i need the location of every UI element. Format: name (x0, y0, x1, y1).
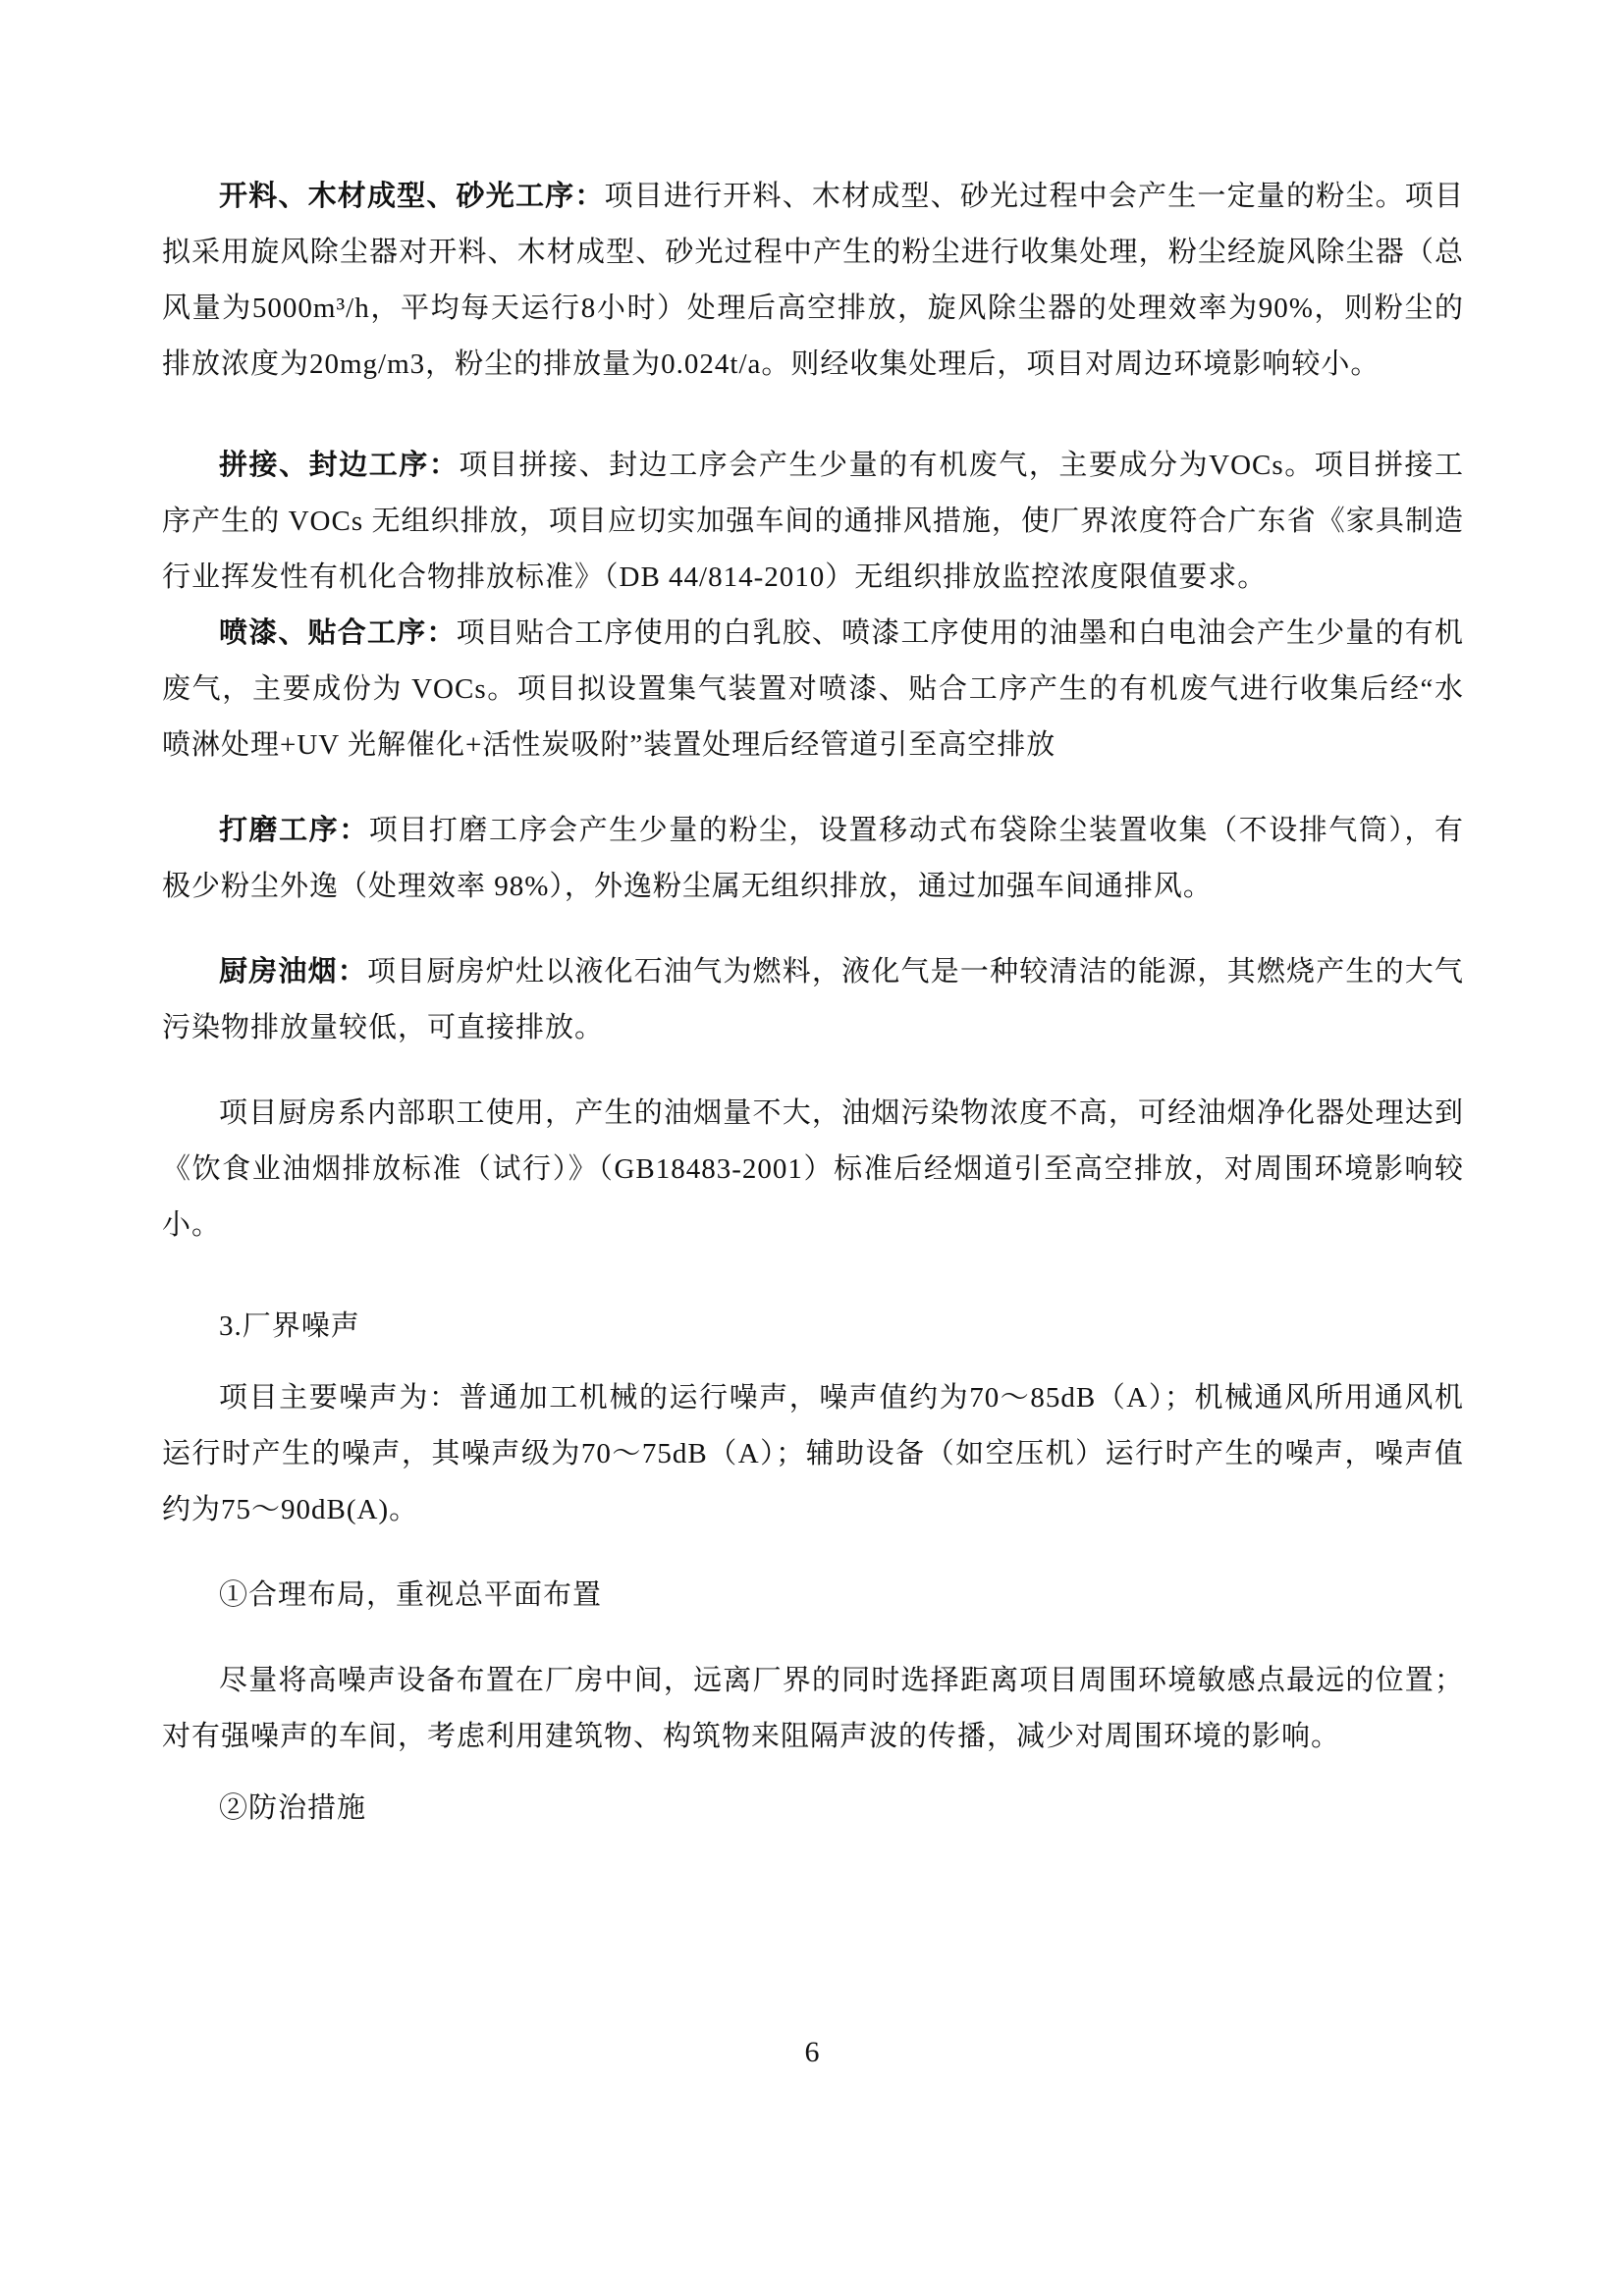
paragraph-painting-laminating (162, 606, 1464, 774)
page-number: 6 (804, 2036, 820, 2068)
heading-layout-measure (162, 1568, 1464, 1624)
heading-text: ②防治措施 (219, 1792, 367, 1824)
heading-text: ①合理布局，重视总平面布置 (219, 1579, 603, 1611)
paragraph-noise-sources (162, 1370, 1464, 1538)
paragraph-body: 尽量将高噪声设备布置在厂房中间，远离厂界的同时选择距离项目周围环境敏感点最远的位置；对有强噪声的车间，考虑利用建筑物、构筑物来阻隔声波的传播，减少对周围环境的影响。 (162, 1665, 1464, 1752)
heading-boundary-noise (162, 1299, 1464, 1355)
paragraph-lead: 喷漆、贴合工序： (219, 617, 457, 649)
heading-text: 3.厂界噪声 (219, 1310, 360, 1342)
paragraph-body: 项目进行开料、木材成型、砂光过程中会产生一定量的粉尘。项目拟采用旋风除尘器对开料、木材成型、砂光过程中产生的粉尘进行收集处理，粉尘经旋风除尘器（总风量为5000m³/h，平均每天运行8小时）处理后高空排放，旋风除尘器的处理效率为90%，则粉尘的排放浓度为20mg/m3，粉尘的排放量为0.024t/a。则经收集处理后，项目对周边环境影响较小。 (162, 181, 1464, 380)
paragraph-body: 项目主要噪声为：普通加工机械的运行噪声，噪声值约为70～85dB（A）；机械通风所用通风机运行时产生的噪声，其噪声级为70～75dB（A）；辅助设备（如空压机）运行时产生的噪声，噪声值约为75～90dB(A)。 (162, 1382, 1464, 1525)
paragraph-cutting-sanding (162, 169, 1464, 393)
paragraph-body: 项目厨房炉灶以液化石油气为燃料，液化气是一种较清洁的能源，其燃烧产生的大气污染物排放量较低，可直接排放。 (162, 956, 1464, 1043)
paragraph-noise-layout (162, 1653, 1464, 1765)
paragraph-body: 项目贴合工序使用的白乳胶、喷漆工序使用的油墨和白电油会产生少量的有机废气，主要成份为 VOCs。项目拟设置集气装置对喷漆、贴合工序产生的有机废气进行收集后经“水喷淋处理+UV 光解催化+活性炭吸附”装置处理后经管道引至高空排放 (162, 617, 1464, 761)
paragraph-lead: 开料、木材成型、砂光工序： (219, 181, 605, 212)
paragraph-kitchen-fume (162, 944, 1464, 1056)
document-body (162, 169, 1464, 1837)
paragraph-body: 项目打磨工序会产生少量的粉尘，设置移动式布袋除尘装置收集（不设排气筒），有极少粉尘外逸（处理效率 98%），外逸粉尘属无组织排放，通过加强车间通排风。 (162, 815, 1464, 902)
paragraph-kitchen-fume-treatment (162, 1086, 1464, 1254)
paragraph-grinding (162, 803, 1464, 915)
heading-prevention-measures (162, 1781, 1464, 1837)
paragraph-splicing-edging (162, 438, 1464, 606)
paragraph-body: 项目拼接、封边工序会产生少量的有机废气，主要成分为VOCs。项目拼接工序产生的 VOCs 无组织排放，项目应切实加强车间的通排风措施，使厂界浓度符合广东省《家具制造行业挥发性有机化合物排放标准》（DB 44/814-2010）无组织排放监控浓度限值要求。 (162, 450, 1464, 593)
paragraph-lead: 拼接、封边工序： (219, 450, 460, 481)
paragraph-body: 项目厨房系内部职工使用，产生的油烟量不大，油烟污染物浓度不高，可经油烟净化器处理达到《饮食业油烟排放标准（试行）》（GB18483-2001）标准后经烟道引至高空排放，对周围环境影响较小。 (162, 1097, 1464, 1241)
paragraph-lead: 厨房油烟： (219, 956, 367, 988)
paragraph-lead: 打磨工序： (219, 815, 369, 846)
